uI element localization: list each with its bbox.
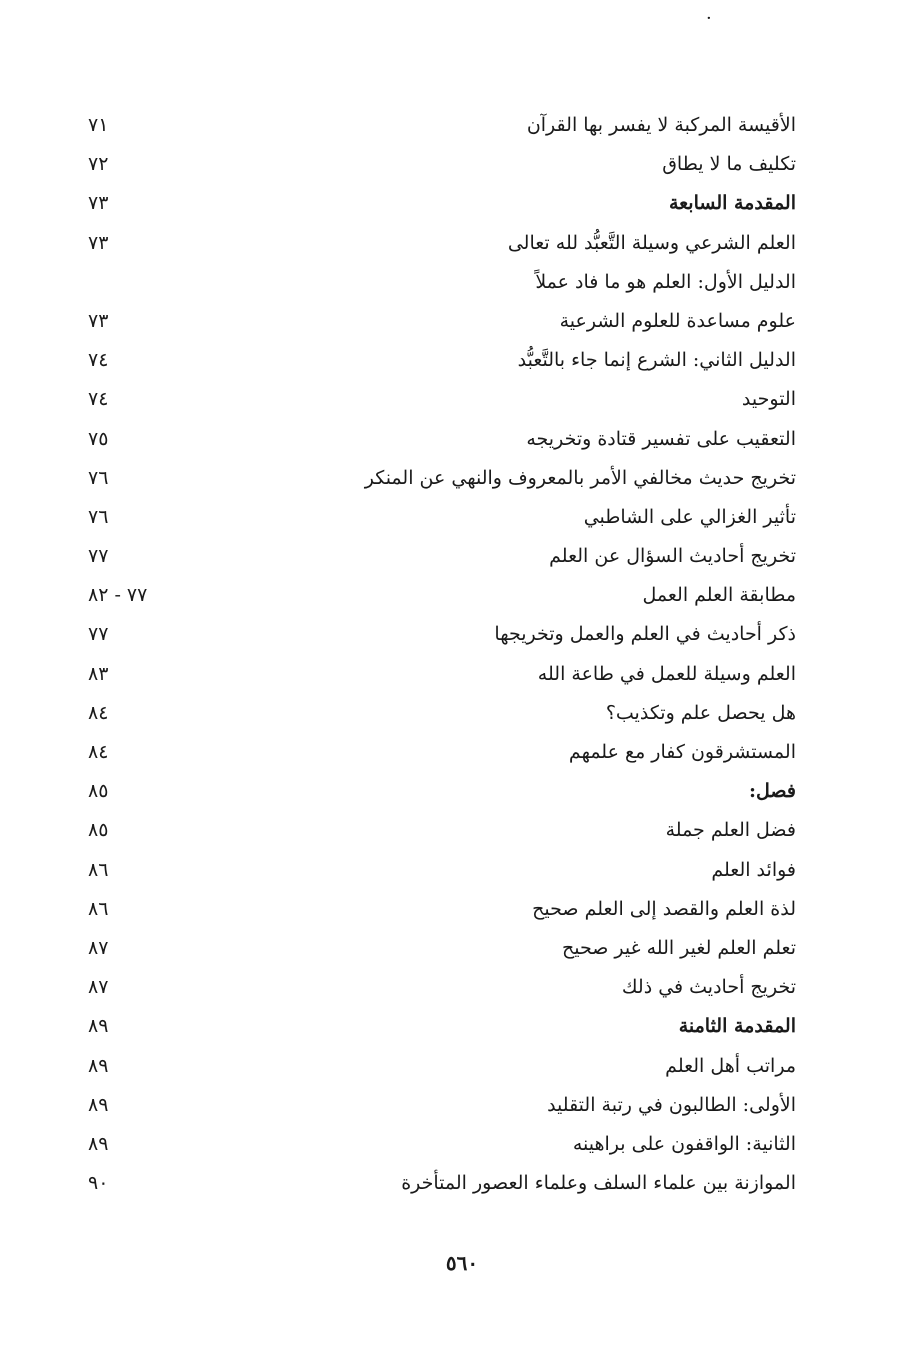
toc-entry (0, 498, 924, 537)
toc-entry (0, 145, 924, 184)
toc-entry (0, 224, 924, 263)
toc-entry-page: ٧٧ - ٨٢ (88, 584, 148, 607)
toc-entry-page: ٨٤ (88, 741, 109, 763)
toc-entry-page: ٨٥ (88, 819, 109, 842)
toc-entry (0, 459, 924, 498)
toc-entry (0, 1007, 924, 1046)
toc-entry-title: الموازنة بين علماء السلف وعلماء العصور المتأخرة (401, 1172, 796, 1195)
toc-entry (0, 811, 924, 850)
top-dot-mark: · (706, 8, 712, 29)
toc-entry (0, 851, 924, 890)
toc-entry-page: ٨٦ (88, 858, 109, 881)
toc-entry (0, 1086, 924, 1125)
toc-entry (0, 263, 924, 302)
toc-entry-title: مطابقة العلم العمل (642, 584, 796, 607)
toc-entry-title: مراتب أهل العلم (665, 1054, 796, 1077)
toc-entry-page: ٧٤ (88, 349, 109, 372)
toc-entry-page: ٧٣ (88, 309, 109, 332)
toc-entry-page: ٧٥ (88, 427, 109, 450)
toc-entry-page: ٧١ (88, 114, 109, 136)
toc-entry-page: ٧٦ (88, 466, 109, 489)
toc-entry-page: ٧٦ (88, 505, 109, 528)
toc-entry-title: تعلم العلم لغير الله غير صحيح (561, 936, 796, 959)
toc-entry-title: الدليل الأول: العلم هو ما فاد عملاً (535, 270, 796, 293)
toc-entry-page: ٧٤ (88, 388, 109, 411)
toc-entry-page: ٨٥ (88, 780, 109, 803)
toc-entry-title: لذة العلم والقصد إلى العلم صحيح (532, 897, 796, 920)
toc-entry-page: ٨٩ (88, 1132, 109, 1155)
toc-entry (0, 380, 924, 419)
toc-entry-page: ٨٣ (88, 662, 109, 685)
toc-entry-title: تأثير الغزالي على الشاطبي (583, 505, 796, 528)
toc-entry-page: ٧٣ (88, 192, 109, 215)
toc-entry (0, 341, 924, 380)
toc-entry-page: ٩٠ (88, 1172, 109, 1195)
toc-entry-title: فوائد العلم (711, 858, 796, 881)
toc-entry-page: ٨٩ (88, 1054, 109, 1077)
toc-section-heading: المقدمة السابعة (668, 192, 796, 215)
table-of-contents (0, 106, 924, 1203)
toc-entry (0, 772, 924, 811)
toc-entry-title: العلم وسيلة للعمل في طاعة الله (537, 662, 796, 685)
toc-entry-title: فضل العلم جملة (665, 819, 796, 842)
toc-entry (0, 615, 924, 654)
toc-entry-page: ٧٢ (88, 153, 109, 176)
toc-entry-title: تخريج أحاديث في ذلك (621, 976, 796, 999)
toc-entry-title: هل يحصل علم وتكذيب؟ (605, 701, 796, 724)
toc-section-heading: فصل: (749, 780, 796, 803)
toc-entry-title: التعقيب على تفسير قتادة وتخريجه (526, 427, 796, 450)
toc-entry-page: ٧٧ (88, 545, 109, 568)
toc-entry (0, 968, 924, 1007)
toc-entry (0, 184, 924, 223)
toc-entry-title: المستشرقون كفار مع علمهم (568, 741, 796, 763)
toc-entry-page: ٨٦ (88, 897, 109, 920)
toc-entry (0, 420, 924, 459)
page-number: ٥٦٠ (445, 1251, 479, 1275)
toc-entry-page: ٨٧ (88, 976, 109, 999)
toc-entry-title: تخريج حديث مخالفي الأمر بالمعروف والنهي عن المنكر (364, 466, 796, 489)
toc-entry-page: ٧٧ (88, 623, 109, 646)
toc-entry-title: ذكر أحاديث في العلم والعمل وتخريجها (494, 623, 796, 646)
toc-entry (0, 106, 924, 145)
toc-entry-title: تخريج أحاديث السؤال عن العلم (549, 545, 796, 568)
toc-entry-title: التوحيد (741, 388, 796, 411)
toc-entry-page: ٧٣ (88, 231, 109, 254)
toc-entry-title: تكليف ما لا يطاق (662, 153, 796, 176)
toc-entry-page: ٨٩ (88, 1093, 109, 1116)
toc-entry-title: الثانية: الواقفون على براهينه (572, 1132, 796, 1155)
toc-entry-page: ٨٩ (88, 1015, 109, 1038)
toc-entry (0, 733, 924, 772)
toc-entry (0, 1047, 924, 1086)
toc-entry (0, 537, 924, 576)
toc-entry-title: علوم مساعدة للعلوم الشرعية (559, 309, 796, 332)
toc-entry-title: الدليل الثاني: الشرع إنما جاء بالتَّعبُّد (517, 349, 796, 372)
toc-section-heading: المقدمة الثامنة (678, 1015, 796, 1038)
toc-entry-page: ٨٤ (88, 701, 109, 724)
toc-entry (0, 655, 924, 694)
toc-entry-page: ٨٧ (88, 936, 109, 959)
toc-entry (0, 302, 924, 341)
toc-entry (0, 1164, 924, 1203)
toc-entry (0, 890, 924, 929)
toc-entry (0, 576, 924, 615)
toc-entry (0, 694, 924, 733)
toc-entry-title: العلم الشرعي وسيلة التَّعبُّد لله تعالى (507, 231, 796, 254)
toc-entry-title: الأقيسة المركبة لا يفسر بها القرآن (526, 114, 796, 136)
toc-entry-title: الأولى: الطالبون في رتبة التقليد (547, 1093, 796, 1116)
toc-entry (0, 929, 924, 968)
toc-entry (0, 1125, 924, 1164)
